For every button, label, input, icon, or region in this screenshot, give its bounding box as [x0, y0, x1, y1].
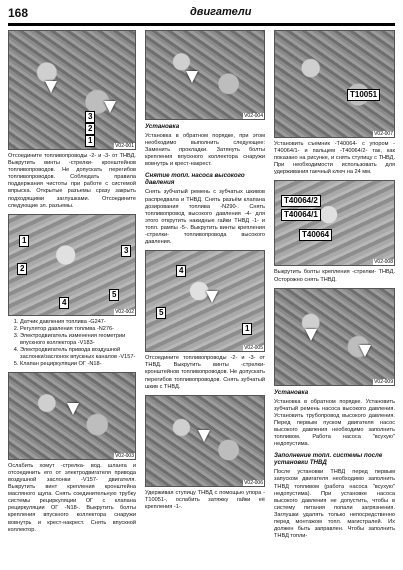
callout-label: 2 — [17, 263, 27, 275]
figure-code: V02-006 — [244, 479, 263, 486]
column-2 — [145, 30, 265, 562]
header-rule — [8, 23, 395, 26]
paragraph: Отсоедините топливопроводы -2- и -3- от ТНВД. Выкрутить винты -стрелки- кронштейнов топливопроводов. Не допускать перегибов топливопроводов. Снять зубчатый шкив с ТНВД. — [145, 355, 265, 390]
engine-photo-tool-t10051 — [274, 30, 395, 138]
section-heading: Установка — [274, 388, 309, 396]
arrow-marker — [198, 430, 210, 442]
paragraph: Ослабить хомут -стрелка- вод. шланга и отсоединить его от электродвигателя привода воздушной заслонки -V157- двигателя. Выкрутить винт крепления кронштейна масляного щупа. Снять соединительную трубку системы рециркуляции ОГ с клапана рециркуляции ОГ -N18-. Выкрутить болты крепления впускного коллектора снаружи вовнутрь и крест-накрест. Снять впускной коллектор. — [8, 462, 136, 533]
page-title: двигатели — [190, 6, 252, 18]
paragraph: После установки ТНВД перед первым запуском двигателя необходимо заполнить ТНВД топливом (работа насоса "всухую" недопустима). При установке насоса высокого давления не допустить, чтобы в систему питания попали загрязнения. Заглушки удалять только непосредственно перед монтажом топл. магистралей. Их должен быть заправлен. Чтобы заполнить ТНВД топли- — [274, 469, 395, 540]
page-number: 168 — [8, 6, 29, 20]
callout-label: 3 — [85, 111, 95, 123]
callout-label: 2 — [85, 123, 95, 135]
column-1 — [8, 30, 136, 562]
arrow-marker — [359, 345, 371, 357]
engine-photo-puller — [274, 180, 395, 266]
figure-code: V02-003 — [115, 452, 134, 459]
callout-label: 4 — [59, 297, 69, 309]
figure-code: V02-002 — [115, 308, 134, 315]
paragraph: Установка в обратном порядке. Установить зубчатый ремень насоса высокого давления. Установить трубопровод высокого давления. Перед первым пуском двигателя насос высокого давления необходимо заполнить топливом. Работа насоса "всухую" недопустима. — [274, 398, 395, 448]
callout-label: 3 — [121, 245, 131, 257]
engine-photo-fuel-lines — [8, 30, 136, 150]
section-heading: Заполнение топл. системы после установки ТНВД — [274, 452, 383, 467]
arrow-marker — [45, 81, 57, 93]
arrow-marker — [206, 291, 218, 303]
arrow-marker — [67, 403, 79, 415]
engine-photo-manifold-install — [145, 30, 265, 120]
legend-item: 5. Клапан рециркуляции ОГ -N18- — [20, 361, 136, 368]
section-heading: Снятие топл. насоса высокого давления — [145, 172, 245, 187]
arrow-marker — [104, 101, 116, 113]
paragraph: Выкрутить болты крепления -стрелки- ТНВД. Осторожно снять ТНВД. — [274, 269, 395, 283]
engine-photo-connectors — [8, 214, 136, 316]
engine-photo-hub-holder — [145, 395, 265, 487]
callout-label: 5 — [156, 307, 166, 319]
legend-item: 3. Электродвигатель изменения геометрии впускного коллектора -V183- — [20, 333, 136, 347]
paragraph: Удерживая ступицу ТНВД с помощью упора -T10051-, ослабить затяжку гайки её крепления -1-. — [145, 489, 265, 510]
connector-legend — [8, 319, 136, 368]
legend-item: 2. Регулятор давления топлива -N276- — [20, 326, 136, 333]
engine-photo-hp-pipe — [145, 250, 265, 352]
callout-label: 1 — [85, 135, 95, 147]
tool-label: T40064 — [299, 229, 332, 241]
figure-code: V02-004 — [244, 113, 263, 119]
callout-label: 1 — [19, 235, 29, 247]
legend-item: 4. Электродвигатель привода воздушной заслонки/заслонок впускных каналов -V157- — [20, 347, 136, 361]
legend-item: 1. Датчик давления топлива -G247- — [20, 319, 136, 326]
page-header — [0, 0, 403, 28]
tool-label: T40064/1 — [281, 209, 321, 221]
figure-code: V02-001 — [115, 143, 134, 149]
callout-label: 1 — [242, 323, 252, 335]
tool-label: T40064/2 — [281, 195, 321, 207]
callout-label: 5 — [109, 289, 119, 301]
arrow-marker — [305, 329, 317, 341]
tool-label: T10051 — [347, 89, 380, 101]
column-3 — [274, 30, 395, 562]
paragraph: Установить съемник -T40064- с упором -T40064/1- и пальцем -T40064/2- так, как показано на рисунке, и снять ступицу с ТНВД. При необходимости использовать для удерживания гаечный ключ на 24 мм. — [274, 141, 395, 176]
figure-code: V02-007 — [374, 131, 393, 137]
paragraph: Снять зубчатый ремень с зубчатых шкивов распредвала и ТНВД. Снять разъём клапана дозирования топлива -N290-. Снять топливопровод высокого давления -4- для этого открутить накидные гайки ТНВД -1- и топл. рампы -5-. Выкрутить винты крепления -стрелки- топливопровода высокого давления. — [145, 189, 265, 246]
figure-code: V02-005 — [244, 345, 263, 352]
figure-code: V02-008 — [374, 259, 393, 266]
arrow-marker — [186, 71, 198, 83]
section-heading: Установка — [145, 123, 180, 130]
callout-label: 4 — [176, 265, 186, 277]
engine-photo-pump-bolts — [274, 288, 395, 386]
paragraph: Установка в обратном порядке, при этом необходимо выполнить следующее: Заменить прокладки. Затянуть болты крепления впускного коллектора снаружи вовнутрь и крест-накрест. — [145, 133, 265, 168]
engine-photo-intake-manifold — [8, 372, 136, 460]
paragraph: Отсоедините топливопроводы -2- и -3- от ТНВД. Выкрутить винты -стрелки- кронштейнов топливопроводов. Не допускать перегибов топливопроводов. Соблюдать правила поддержания чистоты при работе с системой впрыска. Открытые разъемы сразу закрыть подходящими заглушками. Отсоедините следующие эл. разъемы. — [8, 153, 136, 209]
figure-code: V02-009 — [374, 378, 393, 385]
